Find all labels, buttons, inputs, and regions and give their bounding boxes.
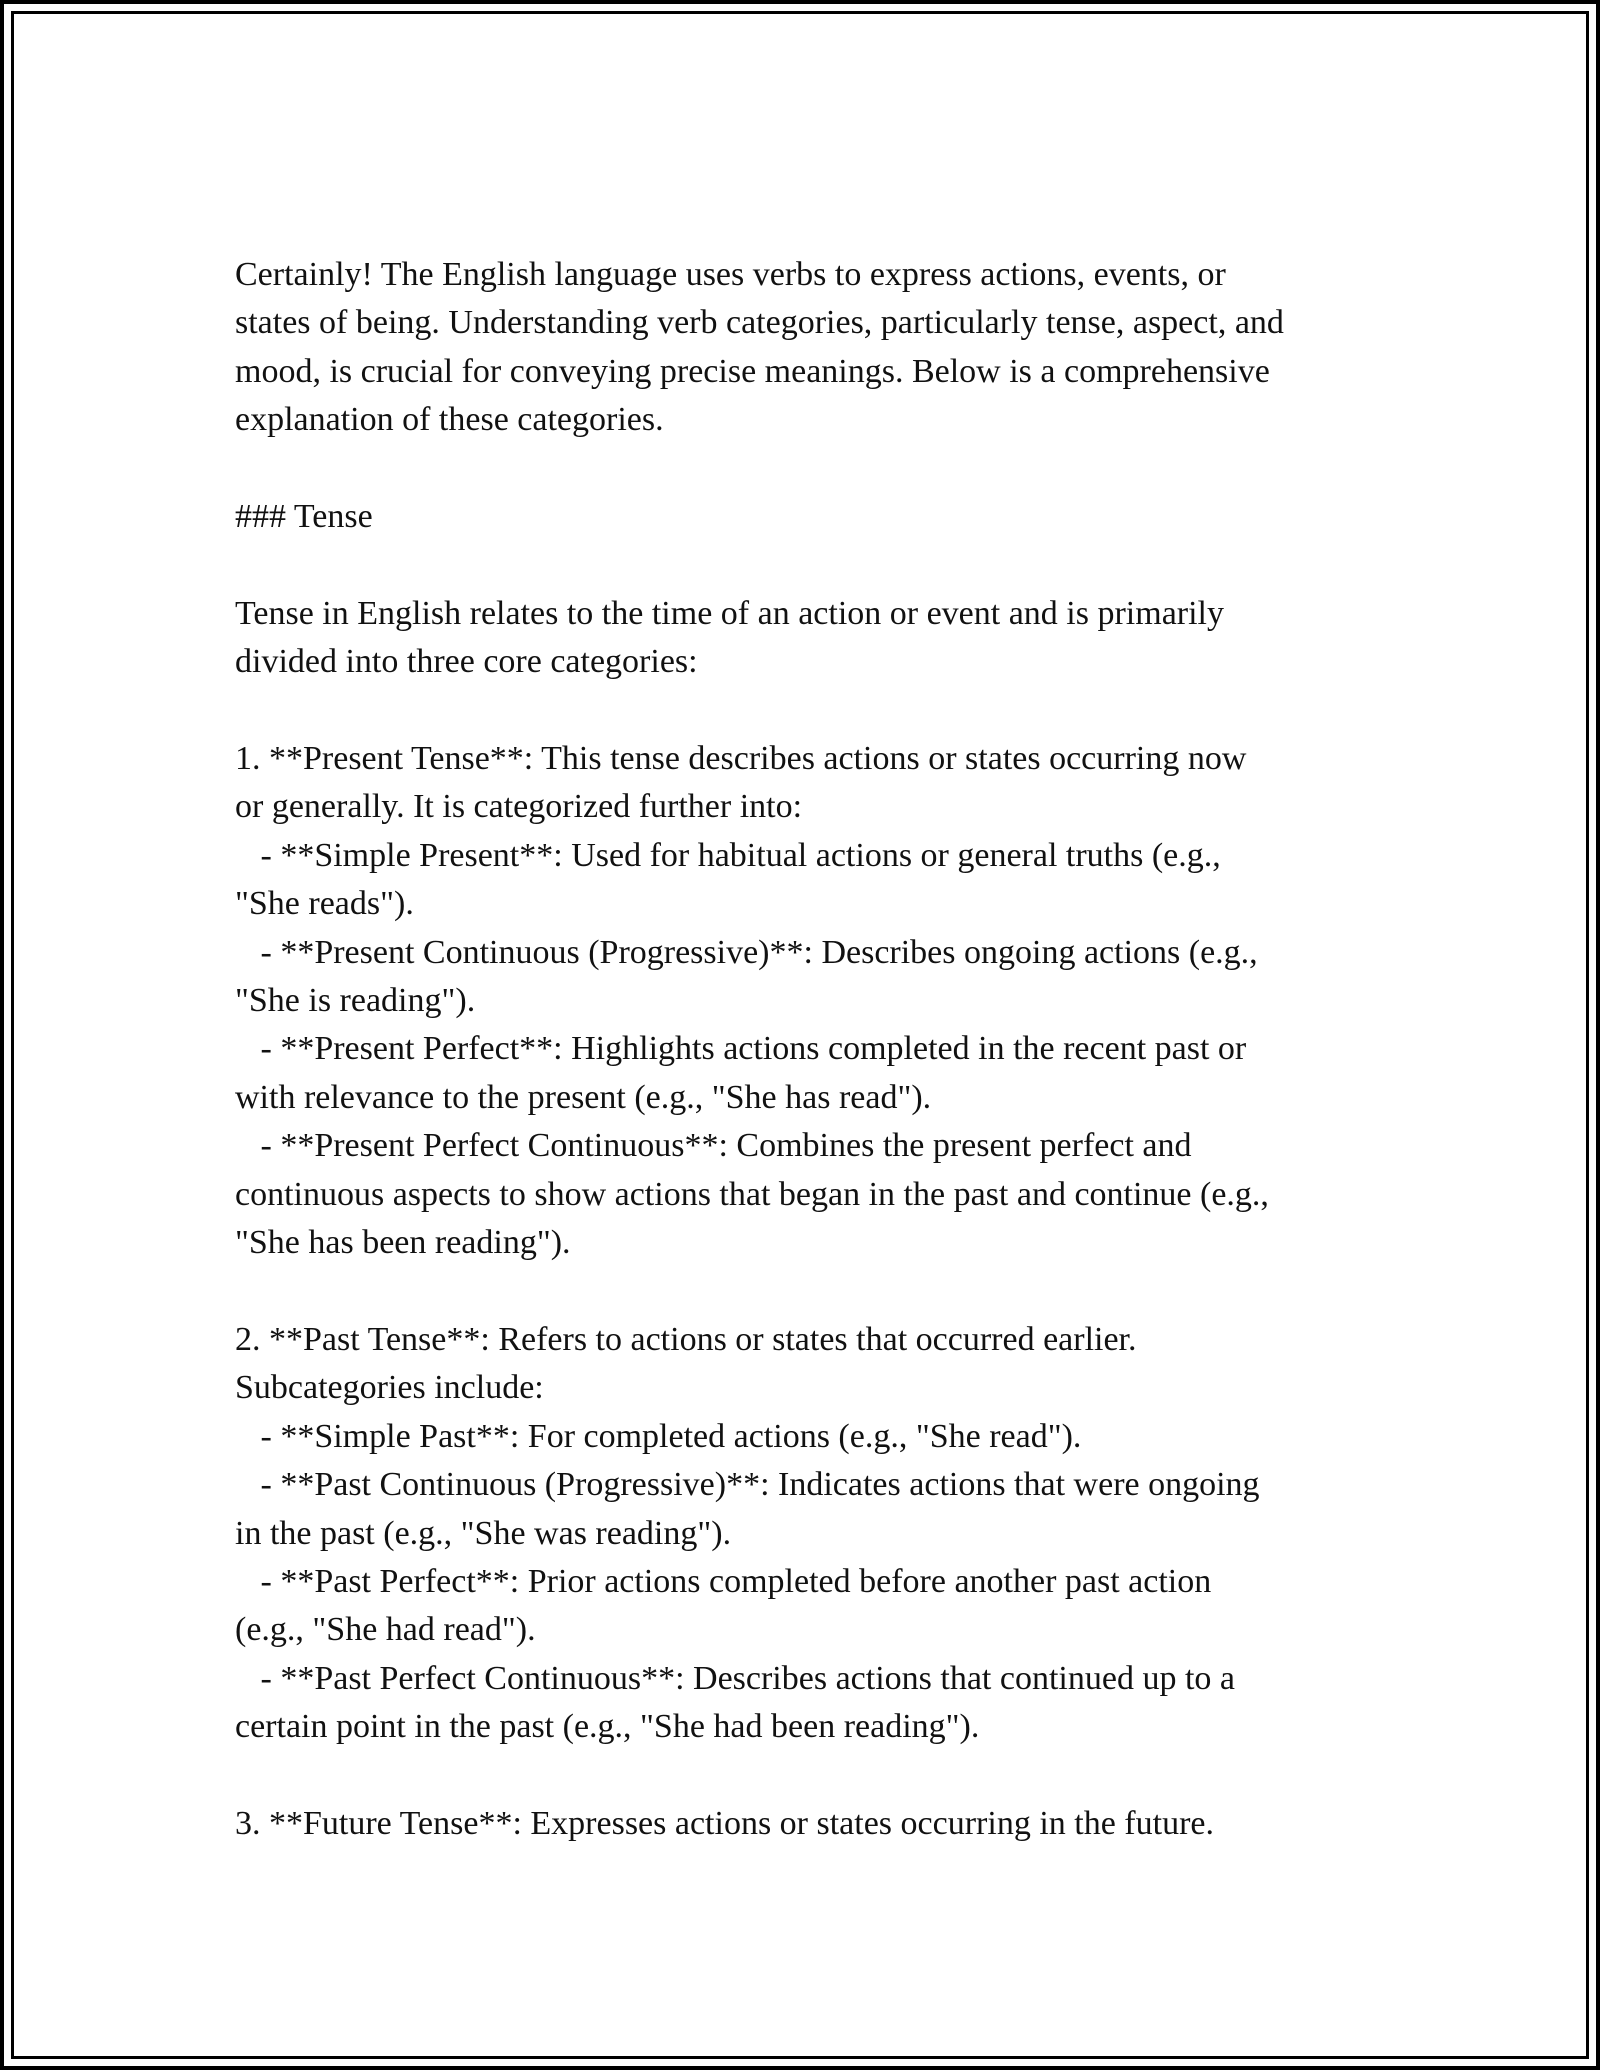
- text-line: in the past (e.g., "She was reading").: [235, 1514, 732, 1552]
- tense-intro-paragraph: [235, 590, 1385, 687]
- intro-paragraph: [235, 251, 1385, 445]
- text-line: 2. **Past Tense**: Refers to actions or states that occurred earlier.: [235, 1320, 1137, 1358]
- text-line: or generally. It is categorized further into:: [235, 788, 803, 826]
- text-line: - **Past Continuous (Progressive)**: Indicates actions that were ongoing: [235, 1466, 1260, 1504]
- text-line: states of being. Understanding verb categories, particularly tense, aspect, and: [235, 304, 1284, 342]
- text-line: "She is reading").: [235, 982, 476, 1020]
- text-line: 3. **Future Tense**: Expresses actions or states occurring in the future.: [235, 1804, 1214, 1842]
- paragraph-spacer: [235, 445, 1385, 493]
- paragraph-spacer: [235, 1267, 1385, 1315]
- text-line: Subcategories include:: [235, 1369, 544, 1407]
- text-line: - **Simple Present**: Used for habitual actions or general truths (e.g.,: [235, 836, 1221, 874]
- document-body: [235, 251, 1385, 1848]
- paragraph-spacer: [235, 1752, 1385, 1800]
- text-line: Tense in English relates to the time of an action or event and is primarily: [235, 594, 1225, 632]
- text-line: "She has been reading").: [235, 1224, 571, 1262]
- text-line: - **Present Continuous (Progressive)**: Describes ongoing actions (e.g.,: [235, 933, 1258, 971]
- paragraph-spacer: [235, 541, 1385, 589]
- text-line: - **Present Perfect Continuous**: Combines the present perfect and: [235, 1127, 1192, 1165]
- text-line: Certainly! The English language uses verbs to express actions, events, or: [235, 256, 1226, 293]
- text-line: certain point in the past (e.g., "She had been reading").: [235, 1708, 980, 1746]
- text-line: continuous aspects to show actions that began in the past and continue (e.g.,: [235, 1175, 1269, 1213]
- text-line: explanation of these categories.: [235, 401, 664, 439]
- past-tense-item: [235, 1316, 1385, 1752]
- text-line: with relevance to the present (e.g., "She has read").: [235, 1078, 932, 1116]
- paragraph-spacer: [235, 687, 1385, 735]
- present-tense-item: [235, 735, 1385, 1267]
- future-tense-item: [235, 1800, 1385, 1848]
- text-line: 1. **Present Tense**: This tense describes actions or states occurring now: [235, 740, 1247, 778]
- text-line: divided into three core categories:: [235, 643, 698, 681]
- text-line: (e.g., "She had read").: [235, 1611, 536, 1649]
- text-line: - **Present Perfect**: Highlights actions completed in the recent past or: [235, 1030, 1247, 1068]
- text-line: - **Past Perfect**: Prior actions completed before another past action: [235, 1562, 1212, 1600]
- text-line: - **Past Perfect Continuous**: Describes actions that continued up to a: [235, 1659, 1235, 1697]
- text-line: "She reads").: [235, 885, 414, 923]
- text-line: - **Simple Past**: For completed actions (e.g., "She read").: [235, 1417, 1082, 1455]
- text-line: mood, is crucial for conveying precise meanings. Below is a comprehensive: [235, 352, 1270, 390]
- section-heading: ### Tense: [235, 498, 373, 536]
